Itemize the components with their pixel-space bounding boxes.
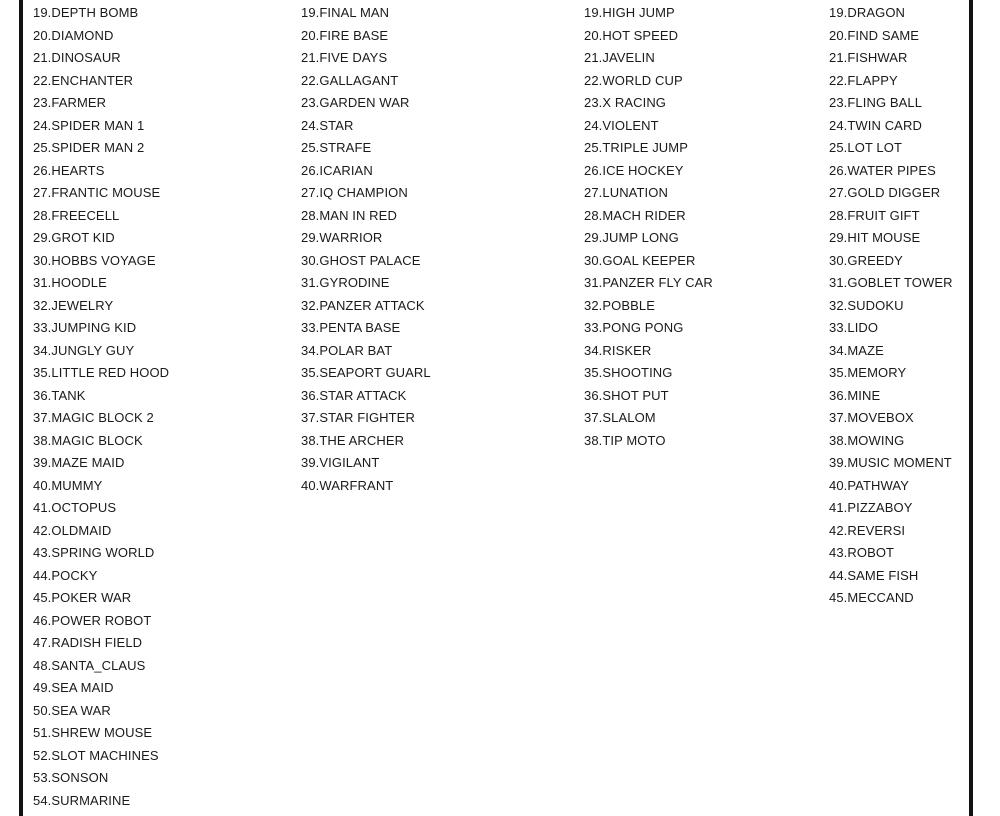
game-list-item: 19.DEPTH BOMB — [33, 5, 139, 20]
game-list-item: 31.GYRODINE — [301, 275, 390, 290]
game-list-column-2 — [301, 2, 431, 497]
game-list-item: 19.DRAGON — [829, 5, 906, 20]
game-list-item: 28.MACH RIDER — [584, 207, 686, 223]
game-list-item: 32.JEWELRY — [33, 297, 114, 313]
game-list-item: 38.TIP MOTO — [584, 432, 666, 448]
game-list-item: 41.OCTOPUS — [33, 500, 117, 515]
game-list-item: 36.TANK — [33, 387, 86, 403]
game-list-item: 21.FISHWAR — [829, 50, 908, 65]
game-list-item: 27.IQ CHAMPION — [301, 185, 408, 200]
game-list-item: 26.ICE HOCKEY — [584, 162, 684, 178]
game-list-item: 33.JUMPING KID — [33, 320, 137, 335]
game-list-item: 22.GALLAGANT — [301, 72, 399, 88]
game-list-item: 34.RISKER — [584, 342, 652, 358]
game-list-item: 50.SEA WAR — [33, 702, 111, 718]
game-list-item: 19.HIGH JUMP — [584, 5, 675, 20]
game-list-item: 26.WATER PIPES — [829, 162, 936, 178]
game-list-item: 30.GOAL KEEPER — [584, 252, 696, 268]
game-list-item: 29.WARRIOR — [301, 230, 383, 245]
game-list-item: 34.MAZE — [829, 342, 884, 358]
game-list-item: 31.GOBLET TOWER — [829, 275, 953, 290]
game-list-item: 39.MUSIC MOMENT — [829, 455, 952, 470]
game-list-item: 28.FREECELL — [33, 207, 120, 223]
game-list-item: 47.RADISH FIELD — [33, 635, 143, 650]
game-list-item: 20.DIAMOND — [33, 27, 114, 43]
game-list-item: 31.HOODLE — [33, 275, 107, 290]
game-list-item: 32.SUDOKU — [829, 297, 904, 313]
game-list-item: 27.LUNATION — [584, 185, 668, 200]
game-list-item: 26.HEARTS — [33, 162, 105, 178]
game-list-item: 38.MAGIC BLOCK — [33, 432, 143, 448]
game-list-item: 33.LIDO — [829, 320, 879, 335]
game-list-item: 41.PIZZABOY — [829, 500, 913, 515]
game-list-item: 35.MEMORY — [829, 365, 907, 380]
game-list-column-1 — [33, 2, 169, 812]
game-list-item: 49.SEA MAID — [33, 680, 114, 695]
game-list-item: 19.FINAL MAN — [301, 5, 390, 20]
game-list-item: 25.STRAFE — [301, 140, 372, 155]
game-list-item: 45.MECCAND — [829, 590, 914, 605]
game-list-item: 42.OLDMAID — [33, 522, 112, 538]
game-list-item: 25.TRIPLE JUMP — [584, 140, 688, 155]
game-list-item: 32.POBBLE — [584, 297, 655, 313]
game-list-item: 32.PANZER ATTACK — [301, 297, 425, 313]
game-list-item: 54.SURMARINE — [33, 792, 131, 808]
game-list-item: 53.SONSON — [33, 770, 109, 785]
game-list-item: 29.HIT MOUSE — [829, 230, 921, 245]
game-list-item: 37.MAGIC BLOCK 2 — [33, 410, 154, 425]
game-list-item: 38.MOWING — [829, 432, 905, 448]
game-list-item: 40.WARFRANT — [301, 477, 394, 493]
game-list-item: 24.TWIN CARD — [829, 117, 922, 133]
game-list-item: 28.FRUIT GIFT — [829, 207, 920, 223]
game-list-item: 46.POWER ROBOT — [33, 612, 152, 628]
game-list-item: 52.SLOT MACHINES — [33, 747, 159, 763]
game-list-item: 36.MINE — [829, 387, 881, 403]
game-list-item: 22.WORLD CUP — [584, 72, 683, 88]
game-list-item: 21.JAVELIN — [584, 50, 655, 65]
game-list-item: 43.ROBOT — [829, 545, 895, 560]
game-list-item: 24.SPIDER MAN 1 — [33, 117, 145, 133]
game-list-item: 51.SHREW MOUSE — [33, 725, 153, 740]
game-list-item: 23.X RACING — [584, 95, 667, 110]
game-list-item: 22.ENCHANTER — [33, 72, 134, 88]
game-list-item: 35.SHOOTING — [584, 365, 673, 380]
game-list-item: 36.STAR ATTACK — [301, 387, 407, 403]
game-list-item: 26.ICARIAN — [301, 162, 373, 178]
game-list-item: 33.PONG PONG — [584, 320, 684, 335]
game-list-item: 25.LOT LOT — [829, 140, 903, 155]
game-list-item: 28.MAN IN RED — [301, 207, 397, 223]
game-list-item: 48.SANTA_CLAUS — [33, 657, 146, 673]
game-list-item: 23.GARDEN WAR — [301, 95, 410, 110]
game-list-item: 21.DINOSAUR — [33, 50, 121, 65]
game-list-item: 29.GROT KID — [33, 230, 115, 245]
game-list-item: 30.GREEDY — [829, 252, 903, 268]
game-list-item: 44.SAME FISH — [829, 567, 919, 583]
game-list-column-4 — [829, 2, 953, 610]
game-list-item: 44.POCKY — [33, 567, 98, 583]
game-list-item: 23.FARMER — [33, 95, 107, 110]
game-list-item: 39.MAZE MAID — [33, 455, 125, 470]
game-list-item: 33.PENTA BASE — [301, 320, 401, 335]
game-list-item: 34.JUNGLY GUY — [33, 342, 135, 358]
game-list-item: 27.FRANTIC MOUSE — [33, 185, 161, 200]
game-list-item: 40.PATHWAY — [829, 477, 909, 493]
game-list-item: 30.HOBBS VOYAGE — [33, 252, 156, 268]
game-list-item: 40.MUMMY — [33, 477, 103, 493]
game-list-item: 35.LITTLE RED HOOD — [33, 365, 170, 380]
game-list-item: 37.MOVEBOX — [829, 410, 914, 425]
game-list-item: 43.SPRING WORLD — [33, 545, 155, 560]
game-list-item: 35.SEAPORT GUARL — [301, 365, 431, 380]
game-list-item: 20.FIRE BASE — [301, 27, 389, 43]
game-list-item: 37.SLALOM — [584, 410, 656, 425]
game-list-item: 29.JUMP LONG — [584, 230, 679, 245]
game-list-item: 34.POLAR BAT — [301, 342, 393, 358]
game-list-item: 42.REVERSI — [829, 522, 906, 538]
game-list-item: 39.VIGILANT — [301, 455, 380, 470]
game-list-item: 24.STAR — [301, 117, 354, 133]
game-list-item: 36.SHOT PUT — [584, 387, 669, 403]
game-list-item: 20.FIND SAME — [829, 27, 920, 43]
game-list-item: 31.PANZER FLY CAR — [584, 275, 713, 290]
game-list-column-3 — [584, 2, 713, 452]
game-list-item: 23.FLING BALL — [829, 95, 923, 110]
game-list-item: 30.GHOST PALACE — [301, 252, 421, 268]
game-list-item: 45.POKER WAR — [33, 590, 132, 605]
game-list-item: 25.SPIDER MAN 2 — [33, 140, 145, 155]
game-list-item: 38.THE ARCHER — [301, 432, 405, 448]
game-list-item: 21.FIVE DAYS — [301, 50, 388, 65]
game-list-item: 37.STAR FIGHTER — [301, 410, 415, 425]
game-list-item: 22.FLAPPY — [829, 72, 898, 88]
game-list-item: 20.HOT SPEED — [584, 27, 679, 43]
game-list-item: 24.VIOLENT — [584, 117, 659, 133]
game-list-item: 27.GOLD DIGGER — [829, 185, 941, 200]
